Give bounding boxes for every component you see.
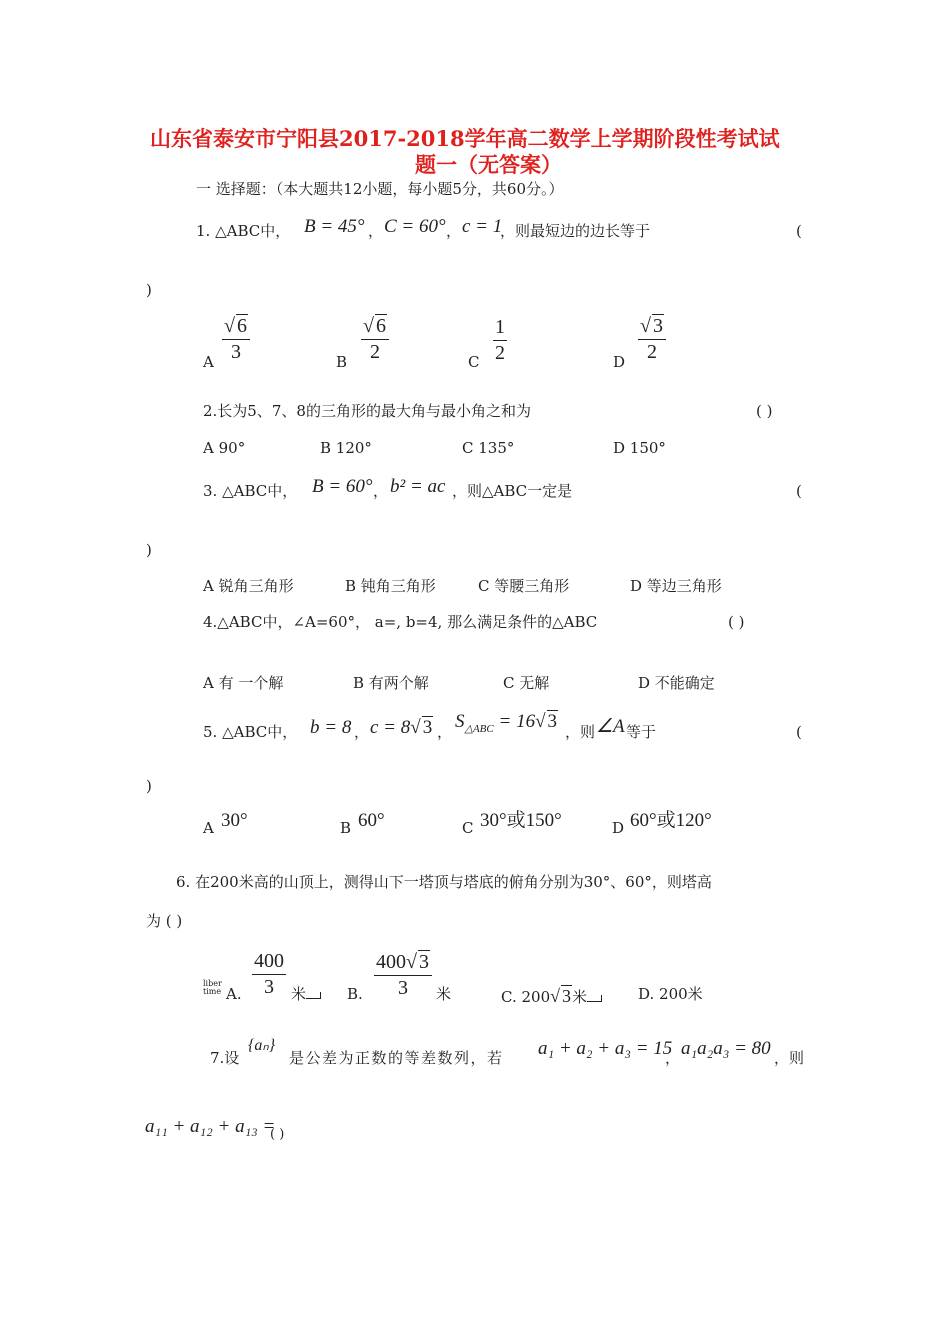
q5-sep: ，	[354, 723, 370, 741]
q6-opt-a-fraction: $\frac{400}{3}$	[254, 950, 284, 998]
q3-opt-c: C 等腰三角形	[478, 577, 570, 595]
q4-paren: ( )	[728, 613, 745, 631]
q7-expression: a₁₁ + a₁₂ + a₁₃ =	[145, 1116, 276, 1137]
doc-title-line1: 山东省泰安市宁阳县2017-2018学年高二数学上学期阶段性考试试	[150, 126, 780, 151]
q4-stem: 4.△ABC中，∠A=60°， a=, b=4, 那么满足条件的△ABC	[203, 613, 598, 631]
q7-then: ，则	[774, 1049, 805, 1067]
q6-opt-b-fraction: $\frac{400√ 3}{3}$	[374, 950, 432, 1000]
q3-cond-b2: b² = ac	[390, 476, 446, 497]
q7-prefix: 7.设	[210, 1049, 240, 1067]
q6-opt-a-unit: 米	[291, 985, 321, 1003]
q3-paren-open: (	[796, 482, 802, 500]
q7-stem: 是公差为正数的等差数列，若	[289, 1049, 504, 1067]
q6-opt-d: D. 200米	[638, 985, 703, 1003]
q3-cond-b: B = 60°	[312, 476, 373, 497]
q2-stem: 2.长为5、7、8的三角形的最大角与最小角之和为	[203, 402, 531, 420]
section-heading: 一 选择题：（本大题共12小题，每小题5分，共60分。）	[196, 180, 564, 198]
q7-seq: {aₙ}	[248, 1037, 276, 1054]
q1-opt-d-letter: D	[613, 353, 626, 371]
q5-opt-b-letter: B	[340, 819, 352, 837]
q1-cond-side: c = 1	[462, 216, 503, 237]
q1-opt-b-fraction: $\frac{√ 6}{2}$	[361, 314, 389, 364]
q3-prefix: 3. △ABC中，	[203, 482, 298, 500]
q1-opt-a-letter: A	[203, 353, 214, 371]
q1-cond-c: C = 60°	[384, 216, 446, 237]
q3-stem: ，则△ABC一定是	[452, 482, 573, 500]
q3-opt-d: D 等边三角形	[630, 577, 722, 595]
q1-sep: ，	[446, 222, 462, 240]
q6-line1: 6. 在200米高的山顶上，测得山下一塔顶与塔底的俯角分别为30°、60°，则塔高	[176, 873, 712, 891]
q1-stem: ，则最短边的边长等于	[500, 222, 651, 240]
q3-paren-close: )	[146, 541, 152, 559]
q5-angle: ∠A	[596, 716, 625, 737]
q7-cond-sum: a₁ + a₂ + a₃ = 15	[538, 1038, 673, 1059]
q1-opt-b-letter: B	[336, 353, 348, 371]
q1-prefix: 1. △ABC中，	[196, 222, 291, 240]
q6-line2: 为 ( )	[146, 912, 183, 930]
q2-opt-d: D 150°	[613, 439, 666, 457]
q6-opt-b-label: B.	[347, 985, 363, 1003]
q5-opt-d-letter: D	[612, 819, 625, 837]
q5-opt-c-letter: C	[462, 819, 474, 837]
q5-cond-area: $S_{\triangle ABC} = 16√$ 3	[455, 711, 558, 735]
q6-opt-a-mark: liber time	[203, 979, 222, 996]
q5-opt-a-value: 30°	[221, 810, 248, 831]
q5-cond-b: b = 8	[310, 717, 352, 738]
q5-stem-pre: ，则	[565, 723, 596, 741]
q1-paren-close: )	[146, 281, 152, 299]
q6-opt-b-unit: 米	[436, 985, 452, 1003]
q5-opt-a-letter: A	[203, 819, 214, 837]
q2-paren: ( )	[756, 402, 773, 420]
q5-cond-c: c = 8√ 3	[370, 717, 433, 738]
q3-opt-b: B 钝角三角形	[345, 577, 436, 595]
q1-paren-open: (	[796, 222, 802, 240]
q1-opt-c-letter: C	[468, 353, 480, 371]
q5-stem-post: 等于	[626, 723, 657, 741]
doc-title-line2: 题一（无答案）	[415, 152, 562, 177]
q2-opt-c: C 135°	[462, 439, 515, 457]
q7-sep: ，	[665, 1049, 681, 1067]
q7-paren: ( )	[270, 1127, 285, 1142]
q7-cond-product: a₁a₂a₃ = 80	[681, 1038, 771, 1059]
q5-paren-close: )	[146, 777, 152, 795]
q5-paren-open: (	[796, 723, 802, 741]
q3-sep: ，	[373, 482, 389, 500]
q1-opt-a-fraction: $\frac{√ 6}{3}$	[222, 314, 250, 364]
q2-opt-b: B 120°	[320, 439, 372, 457]
q1-cond-b: B = 45°	[304, 216, 365, 237]
q4-opt-c: C 无解	[503, 674, 550, 692]
q4-opt-a: A 有 一个解	[203, 674, 284, 692]
q1-opt-d-fraction: $\frac{√ 3}{2}$	[638, 314, 666, 364]
q4-opt-b: B 有两个解	[353, 674, 429, 692]
q6-opt-c: C. 200√ 3米	[501, 985, 602, 1008]
q6-opt-a-label: A.	[226, 985, 242, 1003]
q3-opt-a: A 锐角三角形	[203, 577, 294, 595]
q5-opt-c-value: 30°或150°	[480, 810, 562, 831]
q2-opt-a: A 90°	[203, 439, 246, 457]
q5-prefix: 5. △ABC中，	[203, 723, 298, 741]
q5-sep: ，	[437, 723, 453, 741]
q4-opt-d: D 不能确定	[638, 674, 715, 692]
q1-opt-c-fraction: $\frac{1}{2}$	[495, 316, 505, 364]
q5-opt-b-value: 60°	[358, 810, 385, 831]
q1-sep: ，	[368, 222, 384, 240]
q5-opt-d-value: 60°或120°	[630, 810, 712, 831]
